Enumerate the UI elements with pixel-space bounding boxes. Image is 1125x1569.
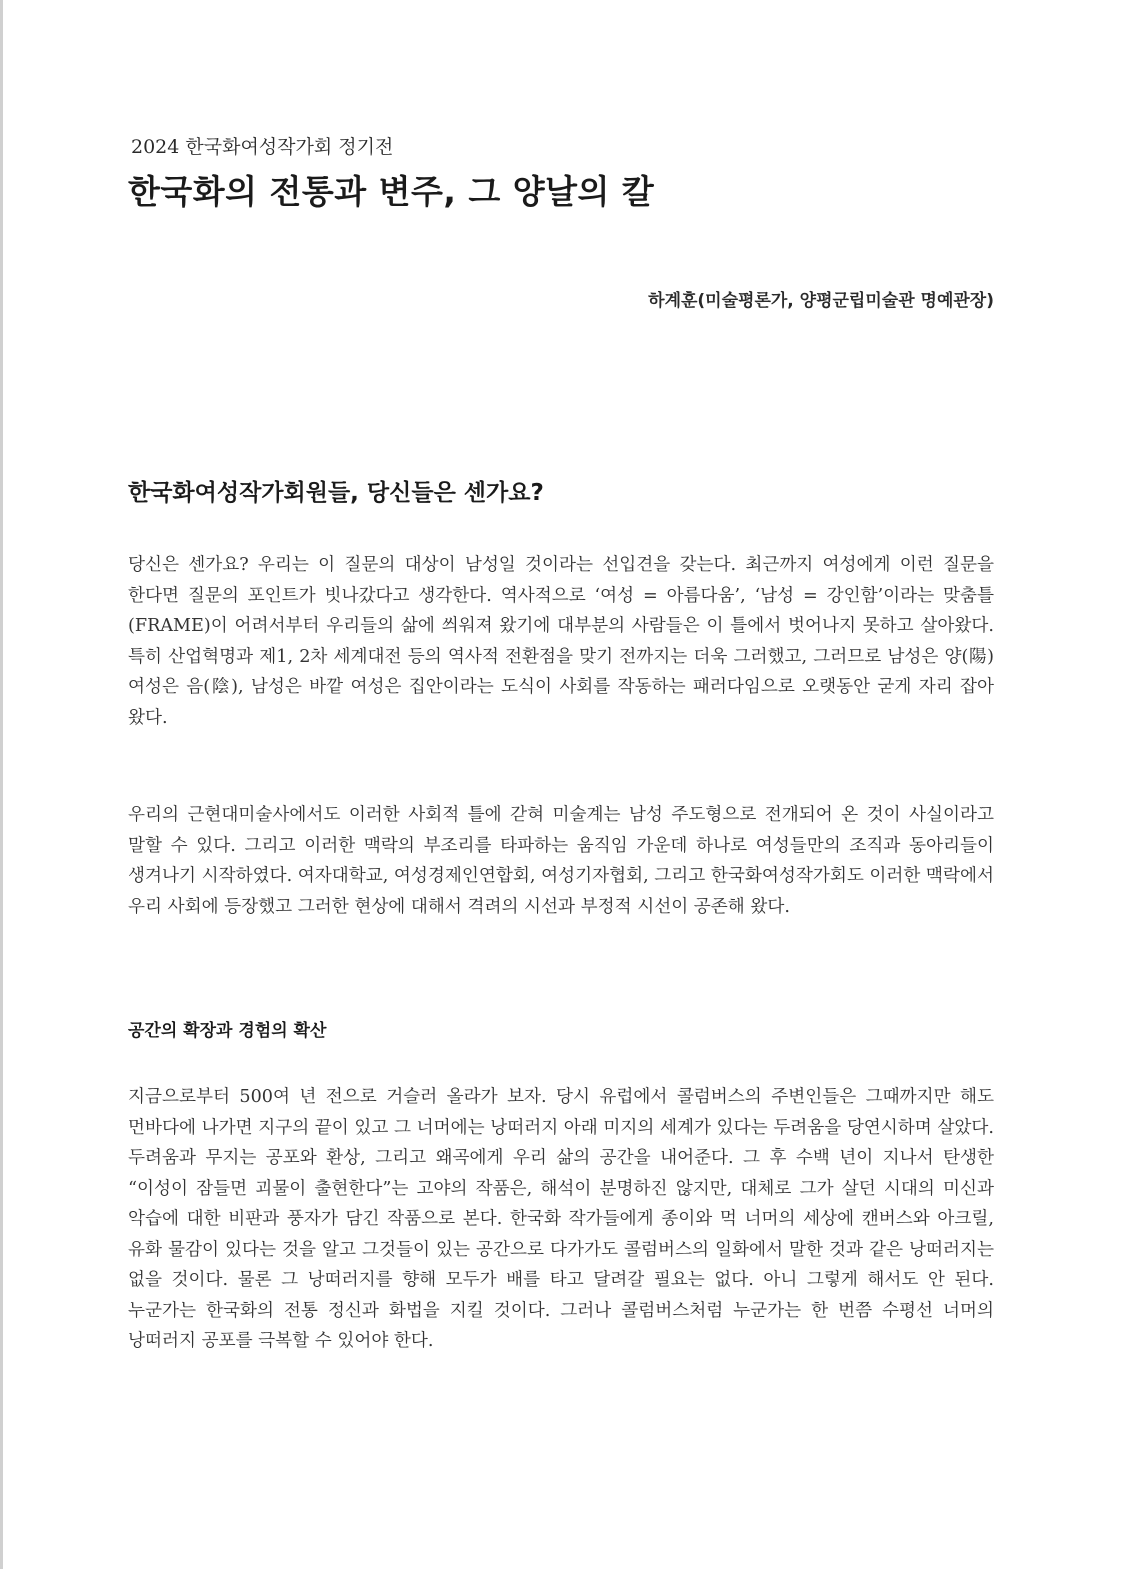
- page-edge: [0, 0, 3, 1569]
- page-title: 한국화의 전통과 변주, 그 양날의 칼: [128, 172, 655, 211]
- exhibition-line: 2024 한국화여성작가회 정기전: [131, 136, 394, 158]
- sub-heading: 공간의 확장과 경험의 확산: [128, 1021, 327, 1041]
- paragraph: 지금으로부터 500여 년 전으로 거슬러 올라가 보자. 당시 유럽에서 콜럼버스의 주변인들은 그때까지만 해도 먼바다에 나가면 지구의 끝이 있고 그 너머에는 낭떠러지 아래 미지의 세계가 있다는 두려움을 당연시하며 살았다. 두려움과 무지는 공포와 환상, 그리고 왜곡에게 우리 삶의 공간을 내어준다. 그 후 수백 년이 지나서 탄생한 “이성이 잠들면 괴물이 출현한다”는 고야의 작품은, 해석이 분명하진 않지만, 대체로 그가 살던 시대의 미신과 악습에 대한 비판과 풍자가 담긴 작품으로 본다. 한국화 작가들에게 종이와 먹 너머의 세상에 캔버스와 아크릴, 유화 물감이 있다는 것을 알고 그것들이 있는 공간으로 다가가도 콜럼버스의 일화에서 말한 것과 같은 낭떠러지는 없을 것이다. 물론 그 낭떠러지를 향해 모두가 배를 타고 달려갈 필요는 없다. 아니 그렇게 해서도 안 된다. 누군가는 한국화의 전통 정신과 화법을 지킬 것이다. 그러나 콜럼버스처럼 누군가는 한 번쯤 수평선 너머의 낭떠러지 공포를 극복할 수 있어야 한다.: [128, 1087, 994, 1351]
- paragraph: 우리의 근현대미술사에서도 이러한 사회적 틀에 갇혀 미술계는 남성 주도형으로 전개되어 온 것이 사실이라고 말할 수 있다. 그리고 이러한 맥락의 부조리를 타파하는 움직임 가운데 하나로 여성들만의 조직과 동아리들이 생겨나기 시작하였다. 여자대학교, 여성경제인연합회, 여성기자협회, 그리고 한국화여성작가회도 이러한 맥락에서 우리 사회에 등장했고 그러한 현상에 대해서 격려의 시선과 부정적 시선이 공존해 왔다.: [128, 805, 994, 917]
- paragraph: 당신은 센가요? 우리는 이 질문의 대상이 남성일 것이라는 선입견을 갖는다. 최근까지 여성에게 이런 질문을 한다면 질문의 포인트가 빗나갔다고 생각한다. 역사적으로 ‘여성 = 아름다움’, ‘남성 = 강인함’이라는 맞춤틀(FRAME)이 어려서부터 우리들의 삶에 씌워져 왔기에 대부분의 사람들은 이 틀에서 벗어나지 못하고 살아왔다. 특히 산업혁명과 제1, 2차 세계대전 등의 역사적 전환점을 맞기 전까지는 더욱 그러했고, 그러므로 남성은 양(陽) 여성은 음(陰), 남성은 바깥 여성은 집안이라는 도식이 사회를 작동하는 패러다임으로 오랫동안 굳게 자리 잡아 왔다.: [128, 555, 994, 728]
- author-byline: 하계훈(미술평론가, 양평군립미술관 명예관장): [648, 291, 994, 311]
- section-heading: 한국화여성작가회원들, 당신들은 센가요?: [128, 480, 544, 506]
